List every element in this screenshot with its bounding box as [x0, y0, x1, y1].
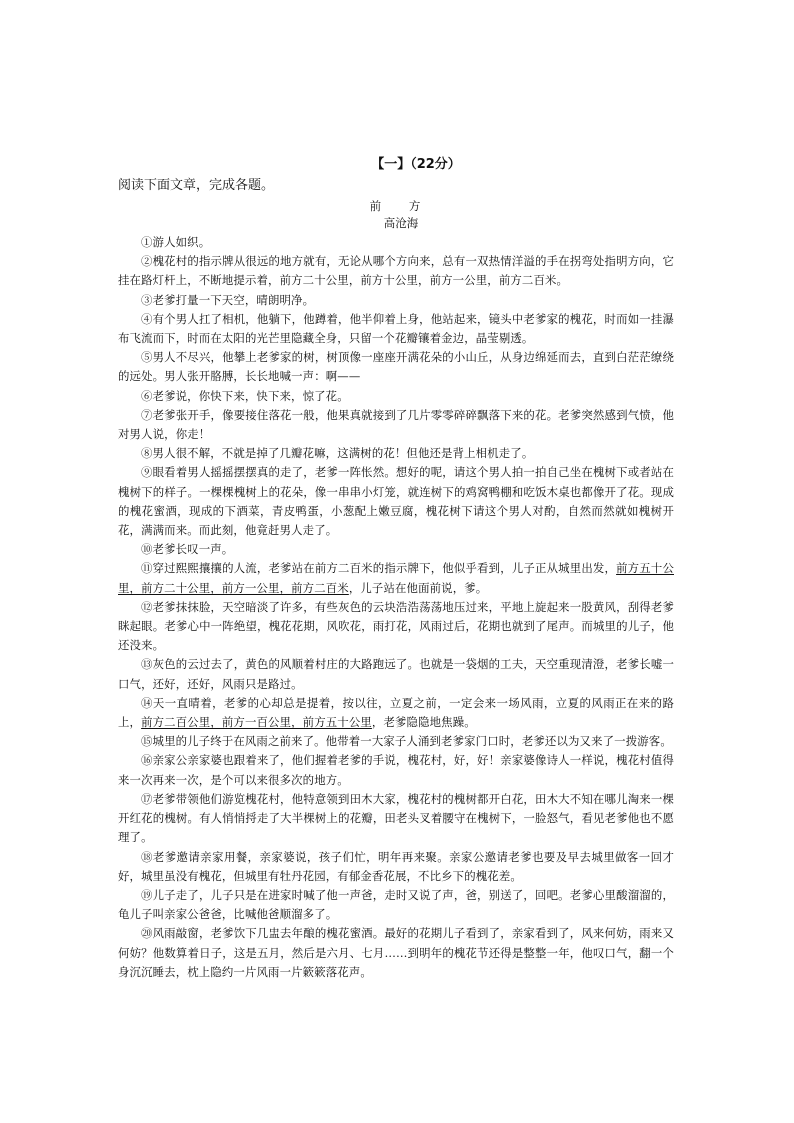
- paragraph-11-text-end: ，儿子站在他面前说，爹。: [348, 580, 488, 595]
- underlined-phrase: 前方五十公里，前方二十公里，前方一公里，前方二百米: [118, 561, 674, 595]
- paragraph-17: ⑰老爹带领他们游览槐花村，他特意领到田木大家，槐花村的槐树都开白花，田木大不知在哪儿淘来一棵开红花的槐树。有人悄悄捋走了大半棵树上的花瓣，田老头叉着腰守在槐树下，一脸怒气，看见老爹他也不愿理了。: [118, 791, 674, 845]
- paragraph-13: ⑬灰色的云过去了，黄色的风顺着村庄的大路跑远了。也就是一袋烟的工夫，天空重现清澄，老爹长嘘一口气，还好，还好，风雨只是路过。: [118, 657, 674, 691]
- underlined-phrase: 前方二百公里，前方一百公里，前方五十公里: [141, 715, 372, 730]
- paragraph-10: ⑩老爹长叹一声。: [141, 542, 234, 557]
- paragraph-11: [118, 559, 674, 597]
- paragraph-1: ①游人如织。: [141, 235, 211, 249]
- paragraph-14-text: ⑭天一直晴着，老爹的心却总是提着，按以往，立夏之前，一定会来一场风雨，立夏的风雨正在来的路上，: [118, 695, 674, 730]
- paragraph-15: ⑮城里的儿子终于在风雨之前来了。他带着一大家子人涌到老爹家门口时，老爹还以为又来了一拨游客。: [141, 734, 672, 749]
- story-author: 高沧海: [383, 216, 419, 230]
- paragraph-11-text: ⑪穿过熙熙攘攘的人流，老爹站在前方二百米的指示牌下，他似乎看到，儿子正从城里出发，: [141, 561, 617, 576]
- story-title: 前 方: [369, 199, 433, 213]
- paragraph-8: ⑧男人很不解，不就是掉了几瓣花嘛，这满树的花！但他还是背上相机走了。: [141, 446, 534, 461]
- section-title: 【一】（22分）: [371, 157, 461, 172]
- paragraph-7: ⑦老爹张开手，像要接住落花一般，他果真就接到了几片零零碎碎飘落下来的花。老爹突然感到气愤，他对男人说，你走！: [118, 407, 674, 442]
- story-body: [118, 233, 674, 982]
- paragraph-5: ⑤男人不尽兴，他攀上老爹家的树，树顶像一座座开满花朵的小山丘，从身边绵延而去，直到白茫茫缭绕的远处。男人张开胳膊，长长地喊一声：啊——: [118, 350, 674, 384]
- paragraph-14-text-end: ，老爹隐隐地焦躁。: [371, 715, 476, 730]
- paragraph-12: ⑫老爹抹抹脸，天空暗淡了许多，有些灰色的云块浩浩荡荡地压过来，平地上旋起来一股黄风，刮得老爹眯起眼。老爹心中一阵绝望，槐花花期，风吹花，雨打花，风雨过后，花期也就到了尾声。而城里的儿子，他还没来。: [118, 599, 674, 653]
- document-content: [118, 154, 674, 982]
- reading-instruction: 阅读下面文章，完成各题。: [118, 178, 275, 193]
- paragraph-3: ③老爹打量一下天空，晴朗明净。: [141, 292, 315, 307]
- paragraph-20: ⑳风雨敲窗，老爹饮下几盅去年酿的槐花蜜酒。最好的花期儿子看到了，亲家看到了，风来何妨，雨来又何妨？他数算着日子，这是五月，然后是六月、七月……到明年的槐花节还得是整整一年，他叹口气，翻一个身沉沉睡去，枕上隐约一片风雨一片簌簌落花声。: [118, 926, 674, 979]
- paragraph-2: ②槐花村的指示牌从很远的地方就有，无论从哪个方向来，总有一双热情洋溢的手在拐弯处指明方向，它挂在路灯杆上，不断地提示着，前方二十公里，前方十公里，前方一公里，前方二百米。: [118, 254, 674, 288]
- paragraph-4: ④有个男人扛了相机，他躺下，他蹲着，他半仰着上身，他站起来，镜头中老爹家的槐花，时而如一挂瀑布飞流而下，时而在太阳的光芒里隐藏全身，只留一个花瓣镶着金边，晶莹剔透。: [118, 311, 674, 346]
- paragraph-18: ⑱老爹邀请亲家用餐，亲家婆说，孩子们忙，明年再来聚。亲家公邀请老爹也要及早去城里做客一回才好，城里虽没有槐花，但城里有牡丹花园，有郁金香花展，不比乡下的槐花差。: [118, 849, 674, 883]
- paragraph-14: [118, 694, 674, 732]
- paragraph-19: ⑲儿子走了，儿子只是在进家时喊了他一声爸，走时又说了声，爸，别送了，回吧。老爹心里酸溜溜的，龟儿子叫亲家公爸爸，比喊他爸顺溜多了。: [118, 887, 674, 922]
- paragraph-16: ⑯亲家公亲家婆也跟着来了，他们握着老爹的手说，槐花村，好，好！亲家婆像诗人一样说，槐花村值得来一次再来一次，是个可以来很多次的地方。: [118, 753, 674, 787]
- paragraph-9: ⑨眼看着男人摇摇摆摆真的走了，老爹一阵怅然。想好的呢，请这个男人拍一拍自己坐在槐树下或者站在槐树下的样子。一棵棵槐树上的花朵，像一串串小灯笼，就连树下的鸡窝鸭棚和吃饭木桌也都像开了花。现成的槐花蜜酒，现成的下酒菜，青皮鸭蛋，小葱配上嫩豆腐，槐花树下请这个男人对酌，自然而然就如槐树开花，满满而来。而此刻，他竟赶男人走了。: [118, 465, 674, 538]
- paragraph-6: ⑥老爹说，你快下来，快下来，惊了花。: [141, 388, 349, 403]
